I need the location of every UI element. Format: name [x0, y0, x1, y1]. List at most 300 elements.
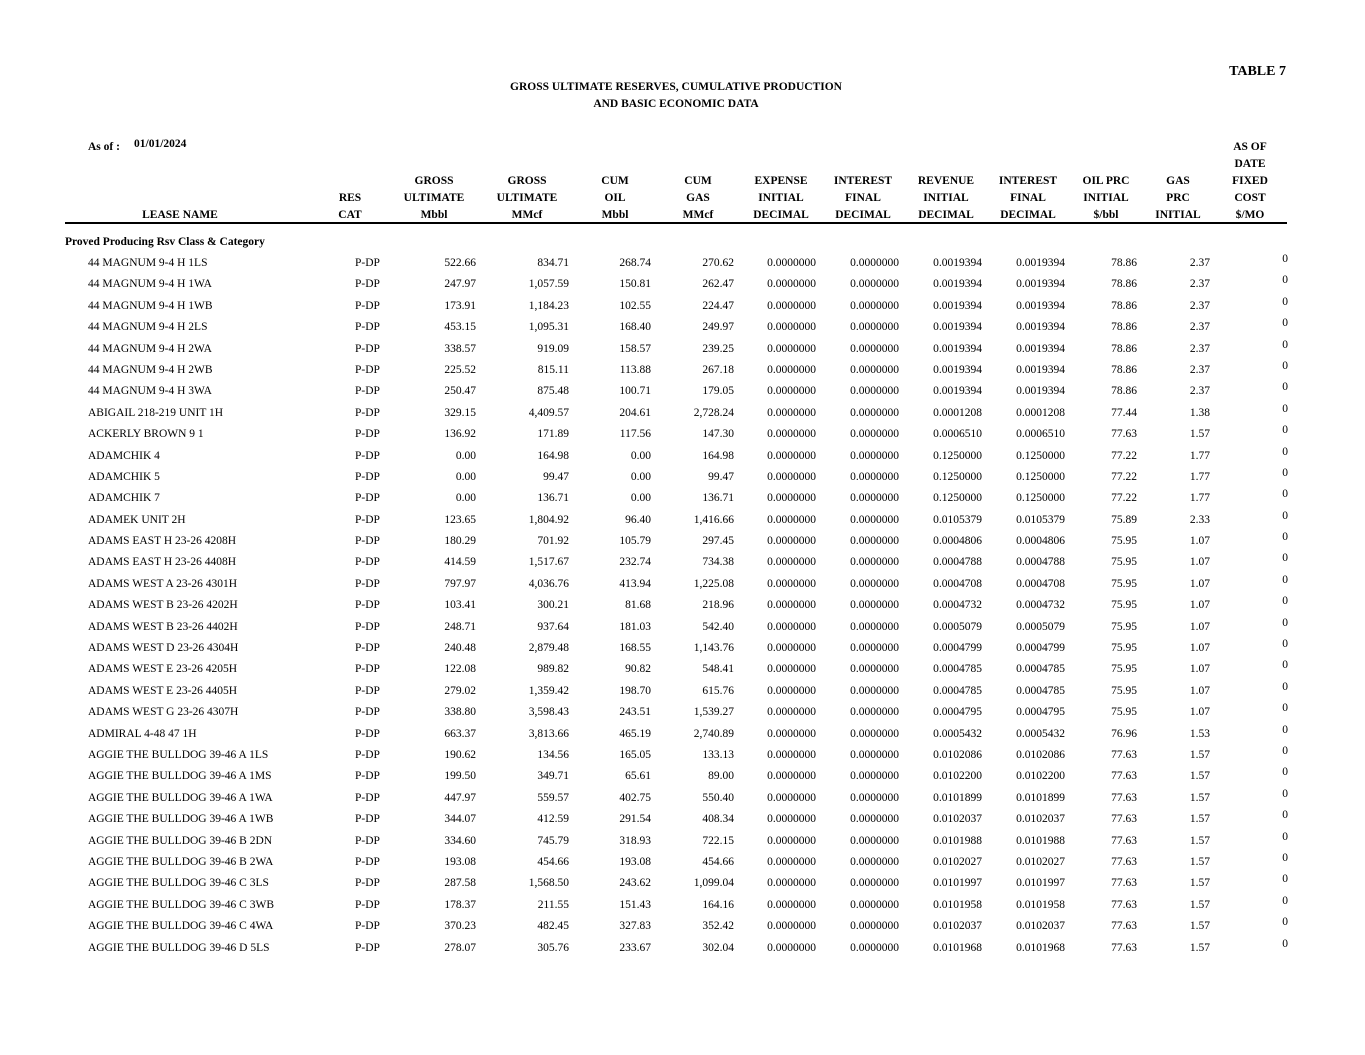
- cell-cum-gas: 1,416.66: [693, 513, 734, 526]
- cell-revenue-initial: 0.0101899: [933, 791, 982, 804]
- cell-interest-final-2: 0.0102200: [1016, 770, 1065, 783]
- cell-oil-price: 77.22: [1111, 449, 1137, 462]
- cell-fixed-cost: 0: [1282, 552, 1288, 565]
- cell-oil-price: 78.86: [1111, 321, 1137, 334]
- cell-gross-gas: 1,517.67: [528, 556, 569, 569]
- header-line: OIL: [604, 192, 626, 204]
- table-row: [0, 339, 1365, 360]
- header-line: DECIMAL: [918, 209, 974, 221]
- header-line: MMcf: [511, 209, 543, 221]
- header-line: GAS: [1166, 175, 1190, 187]
- cell-gross-gas: 4,036.76: [528, 577, 569, 590]
- cell-lease-name: ADAMCHIK 4: [88, 449, 160, 462]
- cell-cum-oil: 100.71: [619, 385, 651, 398]
- cell-interest-final: 0.0000000: [850, 406, 899, 419]
- cell-revenue-initial: 0.0004799: [933, 642, 982, 655]
- cell-gross-oil: 453.15: [444, 321, 476, 334]
- cell-oil-price: 77.63: [1111, 920, 1137, 933]
- cell-gas-price: 2.37: [1189, 385, 1210, 398]
- cell-res-cat: P-DP: [355, 449, 380, 462]
- cell-gross-gas: 482.45: [537, 920, 569, 933]
- cell-gross-oil: 136.92: [444, 428, 476, 441]
- header-line: INITIAL: [923, 192, 969, 204]
- cell-interest-final-2: 0.1250000: [1016, 470, 1065, 483]
- cell-interest-final-2: 0.0102086: [1016, 748, 1065, 761]
- header-line: Mbbl: [420, 209, 448, 221]
- cell-lease-name: 44 MAGNUM 9-4 H 2WA: [88, 342, 212, 355]
- cell-gross-gas: 171.89: [537, 428, 569, 441]
- cell-interest-final: 0.0000000: [850, 791, 899, 804]
- cell-gross-gas: 989.82: [537, 663, 569, 676]
- cell-revenue-initial: 0.0102086: [933, 748, 982, 761]
- cell-expense-initial: 0.0000000: [767, 556, 816, 569]
- header-cum-gas: [668, 173, 728, 224]
- header-res-cat: [325, 190, 375, 224]
- cell-gross-oil: 414.59: [444, 556, 476, 569]
- header-line: REVENUE: [917, 175, 975, 187]
- cell-interest-final-2: 0.0101899: [1016, 791, 1065, 804]
- cell-lease-name: ADAMS WEST A 23-26 4301H: [88, 577, 238, 590]
- cell-gross-gas: 3,813.66: [528, 727, 569, 740]
- header-line: GROSS: [414, 175, 454, 187]
- header-line: $/MO: [1235, 209, 1265, 221]
- cell-cum-oil: 181.03: [619, 620, 651, 633]
- cell-gross-gas: 937.64: [537, 620, 569, 633]
- cell-res-cat: P-DP: [355, 385, 380, 398]
- cell-interest-final-2: 0.0019394: [1016, 278, 1065, 291]
- cell-res-cat: P-DP: [355, 898, 380, 911]
- cell-oil-price: 76.96: [1111, 727, 1137, 740]
- cell-expense-initial: 0.0000000: [767, 642, 816, 655]
- cell-cum-oil: 268.74: [619, 257, 651, 269]
- cell-interest-final-2: 0.0004785: [1016, 684, 1065, 697]
- cell-interest-final: 0.0000000: [850, 535, 899, 548]
- cell-oil-price: 75.95: [1111, 663, 1137, 676]
- cell-gas-price: 1.53: [1189, 727, 1210, 740]
- cell-gas-price: 1.57: [1189, 855, 1210, 868]
- cell-oil-price: 77.44: [1111, 406, 1137, 419]
- cell-cum-gas: 133.13: [702, 748, 734, 761]
- cell-revenue-initial: 0.0105379: [933, 513, 982, 526]
- cell-lease-name: ADAMS EAST H 23-26 4208H: [88, 535, 237, 548]
- cell-lease-name: 44 MAGNUM 9-4 H 2WB: [88, 363, 213, 376]
- header-line: ULTIMATE: [403, 192, 465, 204]
- cell-res-cat: P-DP: [355, 642, 380, 655]
- table-row: [0, 617, 1365, 638]
- cell-interest-final: 0.0000000: [850, 470, 899, 483]
- cell-cum-oil: 65.61: [625, 770, 651, 783]
- header-interest-final-2: [988, 173, 1068, 224]
- cell-gas-price: 1.07: [1189, 556, 1210, 569]
- cell-expense-initial: 0.0000000: [767, 941, 816, 954]
- cell-interest-final: 0.0000000: [850, 342, 899, 355]
- cell-cum-gas: 302.04: [702, 941, 734, 954]
- table-row: [0, 317, 1365, 338]
- cell-fixed-cost: 0: [1282, 659, 1288, 672]
- header-line: EXPENSE: [754, 175, 808, 187]
- cell-gas-price: 1.57: [1189, 428, 1210, 441]
- cell-cum-oil: 233.67: [619, 941, 651, 954]
- cell-gross-gas: 1,095.31: [528, 321, 569, 334]
- cell-gross-gas: 875.48: [537, 385, 569, 398]
- cell-gross-gas: 1,184.23: [528, 299, 569, 312]
- cell-expense-initial: 0.0000000: [767, 535, 816, 548]
- cell-gross-oil: 0.00: [455, 449, 476, 462]
- cell-expense-initial: 0.0000000: [767, 920, 816, 933]
- cell-revenue-initial: 0.0101968: [933, 941, 982, 954]
- table-row: [0, 552, 1365, 573]
- cell-interest-final: 0.0000000: [850, 363, 899, 376]
- cell-gross-oil: 248.71: [444, 620, 476, 633]
- header-line: CUM: [684, 175, 712, 187]
- cell-gas-price: 1.07: [1189, 684, 1210, 697]
- cell-cum-oil: 402.75: [619, 791, 651, 804]
- cell-gas-price: 2.37: [1189, 321, 1210, 334]
- cell-revenue-initial: 0.0001208: [933, 406, 982, 419]
- header-interest-final: [823, 173, 903, 224]
- cell-fixed-cost: 0: [1282, 937, 1288, 950]
- cell-oil-price: 77.63: [1111, 770, 1137, 783]
- header-line: ULTIMATE: [496, 192, 558, 204]
- cell-gas-price: 1.07: [1189, 535, 1210, 548]
- cell-cum-oil: 465.19: [619, 727, 651, 740]
- cell-fixed-cost: 0: [1282, 787, 1288, 800]
- cell-revenue-initial: 0.1250000: [933, 492, 982, 505]
- cell-cum-oil: 243.62: [619, 877, 651, 890]
- cell-cum-oil: 81.68: [625, 599, 651, 612]
- cell-interest-final-2: 0.0004799: [1016, 642, 1065, 655]
- cell-gross-gas: 164.98: [537, 449, 569, 462]
- cell-gross-gas: 99.47: [543, 470, 569, 483]
- cell-revenue-initial: 0.0019394: [933, 363, 982, 376]
- cell-gross-gas: 349.71: [537, 770, 569, 783]
- table-row: [0, 745, 1365, 766]
- table-row: [0, 446, 1365, 467]
- cell-res-cat: P-DP: [355, 278, 380, 291]
- table-row: [0, 916, 1365, 937]
- cell-res-cat: P-DP: [355, 834, 380, 847]
- cell-interest-final: 0.0000000: [850, 898, 899, 911]
- cell-lease-name: ADAMS WEST E 23-26 4405H: [88, 684, 238, 697]
- cell-lease-name: ABIGAIL 218-219 UNIT 1H: [88, 406, 224, 419]
- cell-cum-gas: 99.47: [708, 470, 734, 483]
- cell-gas-price: 2.37: [1189, 342, 1210, 355]
- cell-fixed-cost: 0: [1282, 531, 1288, 544]
- cell-cum-oil: 113.88: [619, 363, 651, 376]
- table-row: [0, 852, 1365, 873]
- cell-expense-initial: 0.0000000: [767, 599, 816, 612]
- cell-interest-final: 0.0000000: [850, 770, 899, 783]
- cell-cum-oil: 327.83: [619, 920, 651, 933]
- cell-interest-final: 0.0000000: [850, 684, 899, 697]
- cell-gross-oil: 180.29: [444, 535, 476, 548]
- header-fixed-cost: [1220, 139, 1280, 224]
- cell-cum-gas: 548.41: [702, 663, 734, 676]
- cell-oil-price: 75.95: [1111, 706, 1137, 719]
- cell-res-cat: P-DP: [355, 813, 380, 826]
- cell-lease-name: AGGIE THE BULLDOG 39-46 B 2WA: [88, 855, 274, 868]
- cell-interest-final: 0.0000000: [850, 920, 899, 933]
- cell-expense-initial: 0.0000000: [767, 834, 816, 847]
- cell-lease-name: AGGIE THE BULLDOG 39-46 D 5LS: [88, 941, 270, 954]
- cell-cum-oil: 90.82: [625, 663, 651, 676]
- cell-gross-gas: 4,409.57: [528, 406, 569, 419]
- cell-oil-price: 77.63: [1111, 941, 1137, 954]
- cell-oil-price: 75.95: [1111, 556, 1137, 569]
- table-row: [0, 681, 1365, 702]
- cell-res-cat: P-DP: [355, 492, 380, 505]
- cell-gas-price: 2.37: [1189, 257, 1210, 269]
- cell-fixed-cost: 0: [1282, 809, 1288, 822]
- cell-res-cat: P-DP: [355, 727, 380, 740]
- cell-oil-price: 78.86: [1111, 363, 1137, 376]
- cell-res-cat: P-DP: [355, 941, 380, 954]
- cell-fixed-cost: 0: [1282, 595, 1288, 608]
- cell-gross-oil: 199.50: [444, 770, 476, 783]
- cell-expense-initial: 0.0000000: [767, 663, 816, 676]
- cell-interest-final-2: 0.0019394: [1016, 257, 1065, 269]
- cell-interest-final-2: 0.0004732: [1016, 599, 1065, 612]
- cell-cum-gas: 1,225.08: [693, 577, 734, 590]
- cell-expense-initial: 0.0000000: [767, 684, 816, 697]
- cell-gross-oil: 663.37: [444, 727, 476, 740]
- header-line: RES: [338, 192, 362, 204]
- cell-interest-final: 0.0000000: [850, 577, 899, 590]
- cell-gross-gas: 3,598.43: [528, 706, 569, 719]
- cell-revenue-initial: 0.0101997: [933, 877, 982, 890]
- cell-interest-final: 0.0000000: [850, 663, 899, 676]
- cell-interest-final: 0.0000000: [850, 321, 899, 334]
- cell-lease-name: 44 MAGNUM 9-4 H 1WA: [88, 278, 212, 291]
- cell-gross-oil: 338.80: [444, 706, 476, 719]
- cell-revenue-initial: 0.0102027: [933, 855, 982, 868]
- cell-res-cat: P-DP: [355, 513, 380, 526]
- cell-gas-price: 1.57: [1189, 770, 1210, 783]
- cell-interest-final-2: 0.0019394: [1016, 342, 1065, 355]
- cell-gas-price: 1.57: [1189, 941, 1210, 954]
- cell-revenue-initial: 0.0019394: [933, 257, 982, 269]
- cell-lease-name: ADAMS WEST G 23-26 4307H: [88, 706, 239, 719]
- cell-oil-price: 75.95: [1111, 642, 1137, 655]
- cell-gas-price: 1.77: [1189, 492, 1210, 505]
- table-row: [0, 296, 1365, 317]
- cell-res-cat: P-DP: [355, 855, 380, 868]
- cell-gas-price: 1.57: [1189, 920, 1210, 933]
- cell-oil-price: 77.63: [1111, 748, 1137, 761]
- cell-expense-initial: 0.0000000: [767, 791, 816, 804]
- header-line: GROSS: [507, 175, 547, 187]
- cell-fixed-cost: 0: [1282, 766, 1288, 779]
- cell-expense-initial: 0.0000000: [767, 470, 816, 483]
- cell-gross-oil: 103.41: [444, 599, 476, 612]
- cell-interest-final-2: 0.0005432: [1016, 727, 1065, 740]
- cell-expense-initial: 0.0000000: [767, 706, 816, 719]
- cell-lease-name: ADAMS EAST H 23-26 4408H: [88, 556, 237, 569]
- table-row: [0, 403, 1365, 424]
- cell-revenue-initial: 0.0019394: [933, 321, 982, 334]
- cell-lease-name: ADMIRAL 4-48 47 1H: [88, 727, 197, 740]
- cell-interest-final: 0.0000000: [850, 748, 899, 761]
- cell-interest-final-2: 0.0102037: [1016, 920, 1065, 933]
- cell-oil-price: 75.95: [1111, 577, 1137, 590]
- cell-interest-final-2: 0.0004785: [1016, 663, 1065, 676]
- cell-gas-price: 1.77: [1189, 470, 1210, 483]
- cell-lease-name: ADAMCHIK 5: [88, 470, 160, 483]
- header-line: DATE: [1234, 158, 1266, 170]
- cell-fixed-cost: 0: [1282, 851, 1288, 864]
- cell-res-cat: P-DP: [355, 663, 380, 676]
- cell-cum-gas: 2,728.24: [693, 406, 734, 419]
- cell-fixed-cost: 0: [1282, 402, 1288, 415]
- cell-revenue-initial: 0.0019394: [933, 278, 982, 291]
- cell-fixed-cost: 0: [1282, 702, 1288, 715]
- cell-gas-price: 1.57: [1189, 834, 1210, 847]
- cell-gross-oil: 190.62: [444, 748, 476, 761]
- cell-gross-oil: 334.60: [444, 834, 476, 847]
- header-line: COST: [1234, 192, 1266, 204]
- cell-gas-price: 1.57: [1189, 813, 1210, 826]
- cell-cum-gas: 239.25: [702, 342, 734, 355]
- cell-cum-gas: 1,143.76: [693, 642, 734, 655]
- header-line: AS OF: [1233, 141, 1267, 153]
- cell-interest-final: 0.0000000: [850, 855, 899, 868]
- cell-expense-initial: 0.0000000: [767, 727, 816, 740]
- cell-interest-final-2: 0.0101958: [1016, 898, 1065, 911]
- cell-interest-final-2: 0.0006510: [1016, 428, 1065, 441]
- cell-oil-price: 77.22: [1111, 492, 1137, 505]
- cell-cum-gas: 218.96: [702, 599, 734, 612]
- cell-res-cat: P-DP: [355, 363, 380, 376]
- data-table-body: [0, 253, 1365, 959]
- cell-gross-gas: 134.56: [537, 748, 569, 761]
- cell-gross-oil: 193.08: [444, 855, 476, 868]
- table-row: [0, 274, 1365, 295]
- cell-gas-price: 1.57: [1189, 748, 1210, 761]
- cell-gross-oil: 370.23: [444, 920, 476, 933]
- cell-gross-oil: 797.97: [444, 577, 476, 590]
- cell-oil-price: 77.63: [1111, 428, 1137, 441]
- cell-expense-initial: 0.0000000: [767, 492, 816, 505]
- cell-revenue-initial: 0.0102037: [933, 813, 982, 826]
- cell-gas-price: 2.37: [1189, 299, 1210, 312]
- cell-revenue-initial: 0.0005432: [933, 727, 982, 740]
- header-line: GAS: [686, 192, 710, 204]
- cell-gross-gas: 559.57: [537, 791, 569, 804]
- cell-res-cat: P-DP: [355, 577, 380, 590]
- cell-revenue-initial: 0.0005079: [933, 620, 982, 633]
- cell-cum-gas: 1,099.04: [693, 877, 734, 890]
- cell-res-cat: P-DP: [355, 620, 380, 633]
- cell-interest-final-2: 0.0101988: [1016, 834, 1065, 847]
- cell-revenue-initial: 0.0019394: [933, 299, 982, 312]
- table-row: [0, 659, 1365, 680]
- cell-res-cat: P-DP: [355, 299, 380, 312]
- cell-revenue-initial: 0.0102200: [933, 770, 982, 783]
- cell-expense-initial: 0.0000000: [767, 813, 816, 826]
- cell-cum-gas: 297.45: [702, 535, 734, 548]
- cell-cum-gas: 136.71: [702, 492, 734, 505]
- cell-res-cat: P-DP: [355, 770, 380, 783]
- cell-cum-gas: 262.47: [702, 278, 734, 291]
- cell-gross-oil: 173.91: [444, 299, 476, 312]
- cell-interest-final: 0.0000000: [850, 834, 899, 847]
- cell-expense-initial: 0.0000000: [767, 428, 816, 441]
- cell-cum-gas: 89.00: [708, 770, 734, 783]
- cell-revenue-initial: 0.0004708: [933, 577, 982, 590]
- header-line: OIL PRC: [1082, 175, 1130, 187]
- cell-interest-final: 0.0000000: [850, 813, 899, 826]
- cell-cum-gas: 1,539.27: [693, 706, 734, 719]
- cell-res-cat: P-DP: [355, 321, 380, 334]
- header-line: CAT: [338, 209, 362, 221]
- table-row: [0, 873, 1365, 894]
- cell-gross-oil: 178.37: [444, 898, 476, 911]
- table-row: [0, 766, 1365, 787]
- cell-fixed-cost: 0: [1282, 466, 1288, 479]
- cell-cum-oil: 318.93: [619, 834, 651, 847]
- cell-interest-final-2: 0.0105379: [1016, 513, 1065, 526]
- cell-cum-gas: 722.15: [702, 834, 734, 847]
- cell-cum-gas: 454.66: [702, 855, 734, 868]
- cell-interest-final-2: 0.0019394: [1016, 299, 1065, 312]
- cell-res-cat: P-DP: [355, 556, 380, 569]
- table-row: [0, 938, 1365, 959]
- cell-fixed-cost: 0: [1282, 744, 1288, 757]
- cell-expense-initial: 0.0000000: [767, 577, 816, 590]
- cell-gross-gas: 211.55: [537, 898, 569, 911]
- cell-expense-initial: 0.0000000: [767, 513, 816, 526]
- header-oil-price: [1071, 173, 1141, 224]
- cell-res-cat: P-DP: [355, 257, 380, 269]
- cell-gas-price: 1.07: [1189, 663, 1210, 676]
- cell-interest-final-2: 0.0101997: [1016, 877, 1065, 890]
- cell-oil-price: 78.86: [1111, 342, 1137, 355]
- header-line: FINAL: [1010, 192, 1046, 204]
- cell-cum-gas: 352.42: [702, 920, 734, 933]
- cell-res-cat: P-DP: [355, 877, 380, 890]
- cell-fixed-cost: 0: [1282, 830, 1288, 843]
- table-row: [0, 360, 1365, 381]
- cell-gross-gas: 305.76: [537, 941, 569, 954]
- cell-fixed-cost: 0: [1282, 274, 1288, 287]
- cell-lease-name: ADAMS WEST B 23-26 4402H: [88, 620, 238, 633]
- cell-gross-oil: 0.00: [455, 492, 476, 505]
- cell-fixed-cost: 0: [1282, 573, 1288, 586]
- cell-revenue-initial: 0.0019394: [933, 385, 982, 398]
- cell-lease-name: AGGIE THE BULLDOG 39-46 C 3LS: [88, 877, 269, 890]
- cell-interest-final: 0.0000000: [850, 449, 899, 462]
- cell-cum-gas: 734.38: [702, 556, 734, 569]
- cell-cum-oil: 105.79: [619, 535, 651, 548]
- cell-fixed-cost: 0: [1282, 894, 1288, 907]
- cell-interest-final-2: 0.0019394: [1016, 385, 1065, 398]
- cell-cum-oil: 243.51: [619, 706, 651, 719]
- header-line: FINAL: [845, 192, 881, 204]
- header-line: DECIMAL: [835, 209, 891, 221]
- cell-revenue-initial: 0.0101988: [933, 834, 982, 847]
- cell-res-cat: P-DP: [355, 406, 380, 419]
- cell-gas-price: 1.57: [1189, 877, 1210, 890]
- cell-cum-gas: 270.62: [702, 257, 734, 269]
- cell-gross-oil: 338.57: [444, 342, 476, 355]
- cell-gross-gas: 1,359.42: [528, 684, 569, 697]
- cell-interest-final: 0.0000000: [850, 727, 899, 740]
- cell-gross-gas: 745.79: [537, 834, 569, 847]
- header-line: Mbbl: [601, 209, 629, 221]
- table-row: [0, 574, 1365, 595]
- cell-gross-gas: 1,804.92: [528, 513, 569, 526]
- cell-cum-gas: 267.18: [702, 363, 734, 376]
